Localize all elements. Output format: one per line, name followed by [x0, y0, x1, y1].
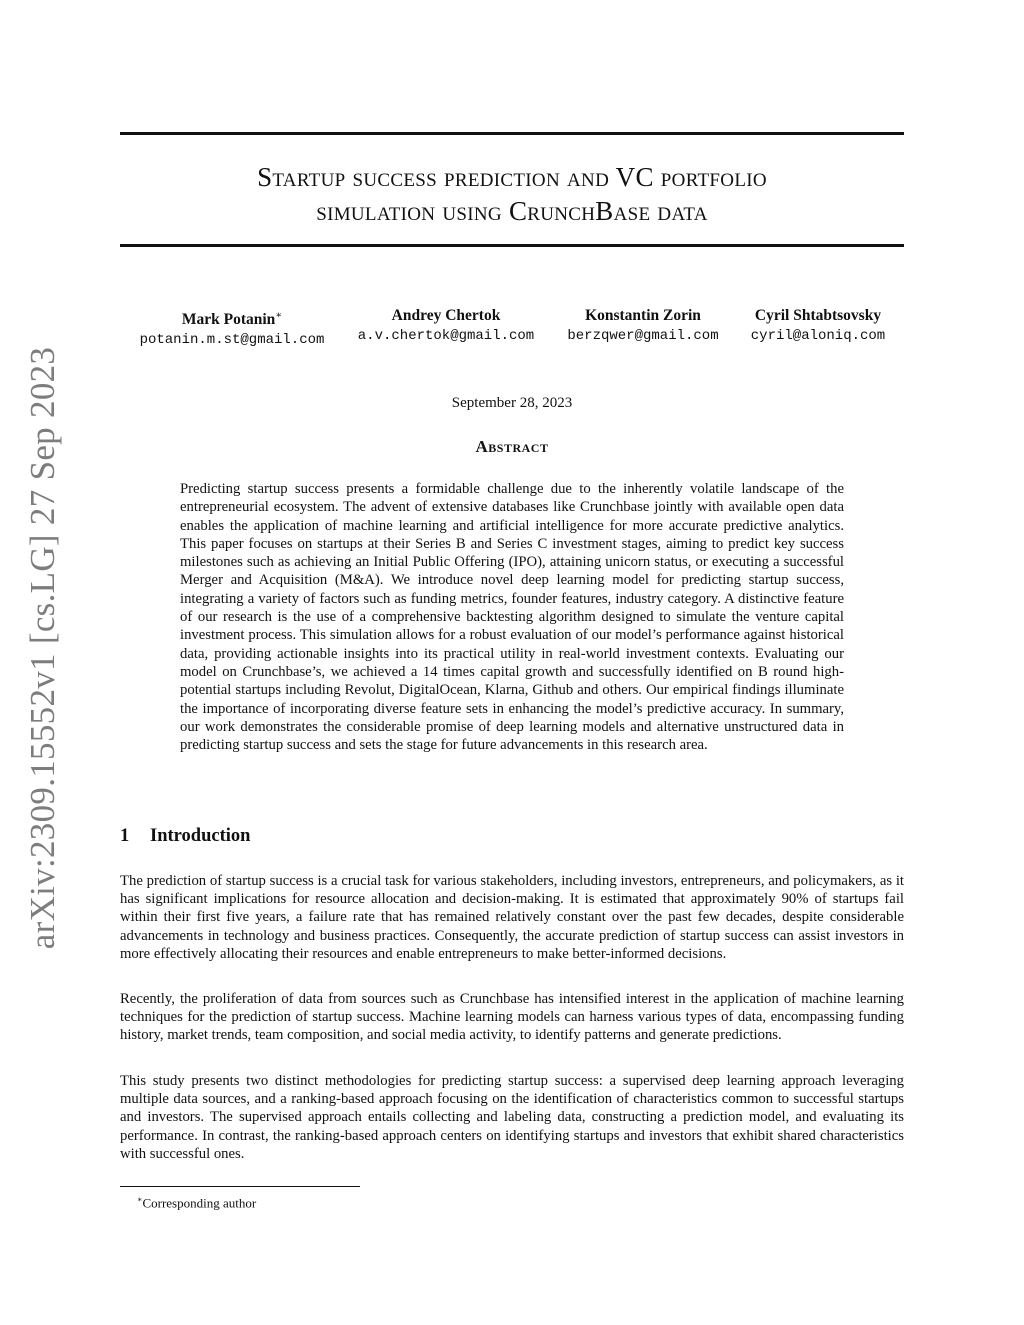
author-4	[744, 306, 892, 346]
title-line-1: Startup success prediction and VC portfolio	[257, 162, 767, 192]
publication-date: September 28, 2023	[451, 395, 573, 411]
paragraph: The prediction of startup success is a crucial task for various stakeholders, including investors, entrepreneurs, and policymakers, as it has significant implications for resource allocation and decision-making. It is estimated that approximately 90% of startups fail within their first five years, a failure rate that has remained relatively constant over the past few decades, despite considerable advancements in technology and business practices. Consequently, the accurate prediction of startup success can assist investors in more effectively allocating their resources and enable entrepreneurs to make better-informed decisions.	[120, 873, 904, 962]
footnote	[137, 1191, 256, 1211]
paper-title	[120, 160, 904, 228]
author-email: a.v.chertok@gmail.com	[357, 328, 535, 344]
author-email: berzqwer@gmail.com	[567, 328, 719, 344]
author-email: potanin.m.st@gmail.com	[139, 332, 325, 349]
footnote-text: Corresponding author	[142, 1195, 257, 1211]
paragraph: Recently, the proliferation of data from sources such as Crunchbase has intensified interest in the application of machine learning techniques for the prediction of startup success. Machine learning models can harness various types of data, encompassing funding history, market trends, team composition, and social media activity, to identify patterns and generate predictions.	[120, 991, 904, 1044]
author-name: Andrey Chertok	[391, 307, 501, 324]
author-footnote-mark: ∗	[275, 310, 283, 321]
author-2	[348, 306, 544, 346]
paragraph: This study presents two distinct methodologies for predicting startup success: a supervised deep learning approach leveraging multiple data sources, and a ranking-based approach focusing on the identification of characteristics common to successful startups and investors. The supervised approach entails collecting and labeling data, constructing a prediction model, and evaluating its performance. In contrast, the ranking-based approach centers on identifying startups and investors that exhibit shared characteristics with successful ones.	[120, 1073, 904, 1162]
footnote-rule	[120, 1186, 360, 1187]
footnote-mark: ∗	[137, 1195, 143, 1204]
author-block	[120, 306, 904, 350]
title-rule-top	[120, 132, 904, 135]
author-name: Konstantin Zorin	[585, 307, 701, 324]
abstract-heading: Abstract	[475, 437, 549, 456]
author-name: Mark Potanin	[181, 311, 276, 329]
abstract-text: Predicting startup success presents a formidable challenge due to the inherently volatile landscape of the entrepreneurial ecosystem. The advent of extensive databases like Crunchbase jointly with available open data enables the application of machine learning and artificial intelligence for more accurate predictive analytics. This paper focuses on startups at their Series B and Series C investment stages, aiming to predict key success milestones such as achieving an Initial Public Offering (IPO), attaining unicorn status, or executing a successful Merger and Acquisition (M&A). We introduce novel deep learning model for predicting startup success, integrating a variety of factors such as funding metrics, founder features, industry category. A distinctive feature of our research is the use of a comprehensive backtesting algorithm designed to simulate the venture capital investment process. This simulation allows for a robust evaluation of our model’s performance against historical data, providing actionable insights into its practical utility in real-world investment contexts. Evaluating our model on Crunchbase’s, we achieved a 14 times capital growth and successfully identified on B round high-potential startups including Revolut, DigitalOcean, Klarna, Github and others. Our empirical findings illuminate the importance of incorporating diverse feature sets in enhancing the model’s predictive accuracy. In summary, our work demonstrates the considerable promise of deep learning models and alternative unstructured data in predicting startup success and sets the stage for future advancements in this research area.	[180, 481, 844, 754]
author-1	[136, 306, 328, 350]
section-heading	[120, 824, 250, 848]
arxiv-identifier: arXiv:2309.15552v1 [cs.LG] 27 Sep 2023	[23, 346, 62, 950]
section-title: Introduction	[150, 826, 251, 846]
author-3	[560, 306, 726, 346]
title-line-2: simulation using CrunchBase data	[316, 196, 708, 226]
author-name: Cyril Shtabtsovsky	[754, 307, 882, 324]
author-email: cyril@aloniq.com	[750, 328, 886, 344]
title-rule-bottom	[120, 244, 904, 247]
section-number: 1	[120, 826, 130, 846]
